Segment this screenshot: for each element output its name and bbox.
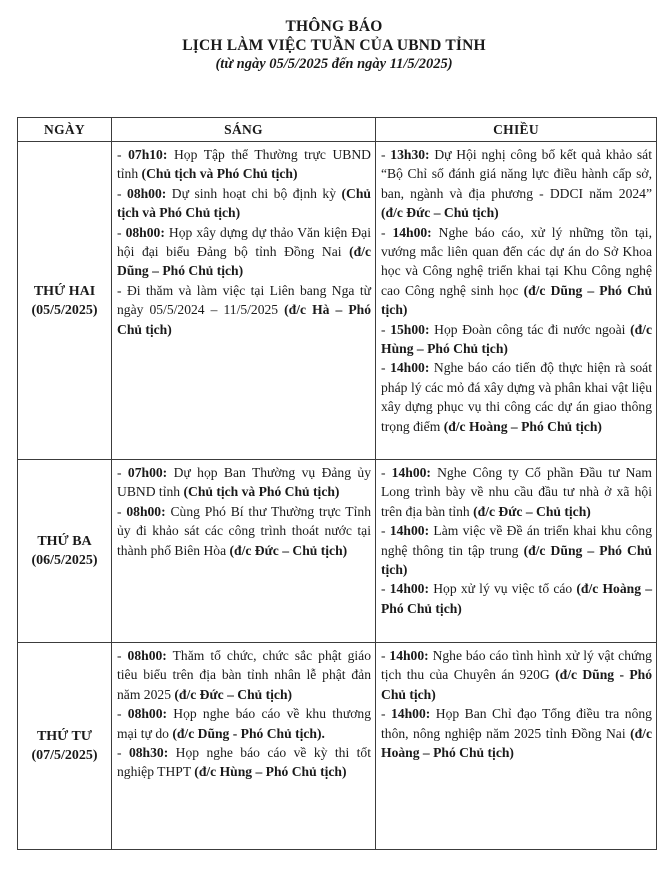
day-date: (06/5/2025) xyxy=(31,553,98,568)
schedule-item: - 14h00: Nghe báo cáo, xử lý những tồn tại, vướng mắc liên quan đến các dự án do Sở Khoa học và Công nghệ triển khai tại Khu Công nghệ cao Công nghệ sinh học (đ/c Dũng – Phó Chủ tịch) xyxy=(381,224,653,318)
date-range: (từ ngày 05/5/2025 đến ngày 11/5/2025) xyxy=(215,56,453,72)
day-name: THỨ BA xyxy=(37,534,92,549)
schedule-item: - 08h00: Dự sinh hoạt chi bộ định kỳ (Chủ tịch và Phó Chủ tịch) xyxy=(117,185,371,221)
afternoon-cell xyxy=(376,643,657,850)
day-cell xyxy=(18,142,112,460)
schedule-item: - 08h30: Họp nghe báo cáo về kỳ thi tốt nghiệp THPT (đ/c Hùng – Phó Chủ tịch) xyxy=(117,745,371,780)
schedule-item: - 08h00: Cùng Phó Bí thư Thường trực Tỉnh ủy đi khảo sát các công trình thoát nước tại thành phố Biên Hòa (đ/c Đức – Chủ tịch) xyxy=(117,503,371,558)
table-row xyxy=(18,460,657,643)
morning-cell xyxy=(112,142,376,460)
schedule-item: - 08h00: Thăm tổ chức, chức sắc phật giáo tiêu biểu trên địa bàn tỉnh nhân lễ phật đản năm 2025 (đ/c Đức – Chủ tịch) xyxy=(117,648,371,702)
day-cell xyxy=(18,643,112,850)
schedule-item: - 08h00: Họp xây dựng dự thảo Văn kiện Đại hội đại biểu Đảng bộ tỉnh Đồng Nai (đ/c Dũng – Phó Chủ tịch) xyxy=(117,224,371,279)
table-row xyxy=(18,142,657,460)
day-date: (07/5/2025) xyxy=(31,748,98,763)
schedule-item: - 07h00: Dự họp Ban Thường vụ Đảng ủy UBND tỉnh (Chủ tịch và Phó Chủ tịch) xyxy=(117,465,371,500)
document-subtitle: LỊCH LÀM VIỆC TUẦN CỦA UBND TỈNH xyxy=(182,37,486,54)
schedule-item: - 14h00: Nghe Công ty Cổ phần Đầu tư Nam Long trình bày về nhu cầu đầu tư nhà ở xã hội trên địa bàn tỉnh (đ/c Đức – Chủ tịch) xyxy=(381,465,652,519)
day-name: THỨ HAI xyxy=(33,283,96,299)
column-header-day: NGÀY xyxy=(18,118,112,142)
column-header-afternoon: CHIỀU xyxy=(376,118,657,142)
schedule-item: - 14h00: Làm việc về Đề án triển khai khu công nghệ thông tin tập trung (đ/c Dũng – Phó Chủ tịch) xyxy=(381,523,652,578)
schedule-item: - 14h00: Họp Ban Chỉ đạo Tổng điều tra nông thôn, nông nghiệp năm 2025 tỉnh Đồng Nai (đ/c Hoàng – Phó Chủ tịch) xyxy=(381,706,652,761)
morning-cell xyxy=(112,643,376,850)
schedule-item: - 14h00: Họp xử lý vụ việc tố cáo (đ/c Hoàng – Phó Chủ tịch) xyxy=(381,581,652,616)
table-header-row xyxy=(18,118,657,142)
schedule-item: - 13h30: Dự Hội nghị công bố kết quả khảo sát “Bộ Chỉ số đánh giá năng lực điều hành cấp sở, ban, ngành và địa phương - DDCI năm 2024” (đ/c Đức – Chủ tịch) xyxy=(381,147,652,221)
day-name: THỨ TƯ xyxy=(36,729,93,744)
document-title: THÔNG BÁO xyxy=(285,18,383,35)
table-row xyxy=(18,643,657,850)
schedule-table xyxy=(17,117,657,850)
schedule-item: - 07h10: Họp Tập thể Thường trực UBND tỉnh (Chủ tịch và Phó Chủ tịch) xyxy=(117,147,371,182)
morning-cell xyxy=(112,460,376,643)
day-cell xyxy=(18,460,112,643)
schedule-item: - 14h00: Nghe báo cáo tiến độ thực hiện rà soát pháp lý các mỏ đá xây dựng và phân khai vật liệu xây dựng phục vụ thi công các dự án giao thông trọng điểm (đ/c Hoàng – Phó Chủ tịch) xyxy=(381,360,652,434)
document-header xyxy=(0,17,668,74)
afternoon-cell xyxy=(376,142,657,460)
schedule-item: - Đi thăm và làm việc tại Liên bang Nga từ ngày 05/5/2024 – 11/5/2025 (đ/c Hà – Phó Chủ tịch) xyxy=(117,282,372,337)
day-date: (05/5/2025) xyxy=(31,302,98,318)
afternoon-cell xyxy=(376,460,657,643)
schedule-item: - 15h00: Họp Đoàn công tác đi nước ngoài (đ/c Hùng – Phó Chủ tịch) xyxy=(381,321,652,357)
schedule-item: - 14h00: Nghe báo cáo tình hình xử lý vật chứng tịch thu của Chuyên án 920G (đ/c Dũng - Phó Chủ tịch) xyxy=(381,648,653,702)
schedule-item: - 08h00: Họp nghe báo cáo về khu thương mại tự do (đ/c Dũng - Phó Chủ tịch). xyxy=(117,706,371,741)
column-header-morning: SÁNG xyxy=(112,118,376,142)
